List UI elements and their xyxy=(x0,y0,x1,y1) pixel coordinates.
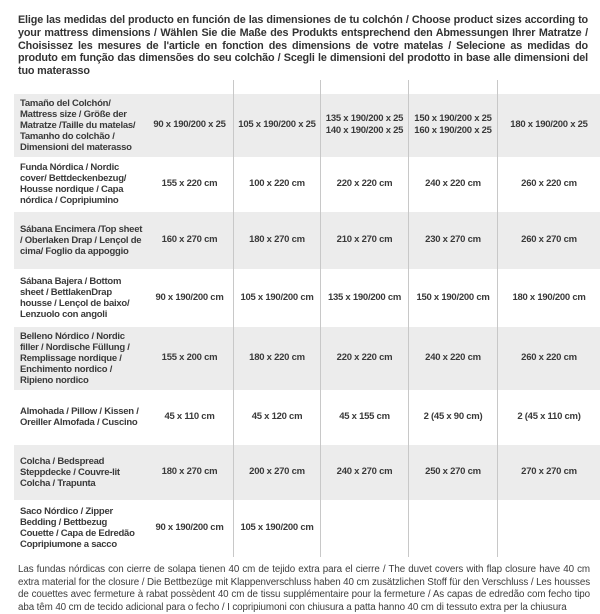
product-label-cell: Colcha / Bedspread Steppdecke / Couvre-lit Colcha / Trapunta xyxy=(20,455,120,489)
size-value-cell: 45 x 120 cm xyxy=(234,390,321,445)
header-size-cell: 105 x 190/200 x 25 xyxy=(234,94,321,157)
header-size-cell: 135 x 190/200 x 25 140 x 190/200 x 25 xyxy=(321,94,409,157)
product-row-nordic-filler xyxy=(14,327,600,390)
size-value-cell: 240 x 220 cm xyxy=(409,157,498,212)
size-value-cell: 135 x 190/200 cm xyxy=(321,269,409,327)
size-value-cell: 45 x 155 cm xyxy=(321,390,409,445)
size-value-cell: 100 x 220 cm xyxy=(234,157,321,212)
header-size-cell: 90 x 190/200 x 25 xyxy=(146,94,234,157)
size-value-cell: 180 x 190/200 cm xyxy=(512,291,586,303)
size-value-cell: 90 x 190/200 cm xyxy=(146,269,234,327)
size-value-cell xyxy=(409,500,498,557)
size-value-cell: 270 x 270 cm xyxy=(521,466,577,478)
header-size-cell: 150 x 190/200 x 25 160 x 190/200 x 25 xyxy=(409,94,498,157)
size-value-cell: 240 x 270 cm xyxy=(321,445,409,500)
size-value-cell: 220 x 220 cm xyxy=(321,157,409,212)
size-value-cell: 160 x 270 cm xyxy=(146,212,234,269)
intro-text: Elige las medidas del producto en función de las dimensiones de tu colchón / Choose product sizes according to your mattress dimensions / Wählen Sie die Maße des Produkts entsprechend den Abmessungen Ihrer Matratze / Choisissez les mesures de l'article en fonction des dimensions de votre matelas / Selecione as medidas do produto em função das dimensões do seu colchão / Scegli le dimensioni del prodotto in base alle dimensioni del tuo materasso xyxy=(18,14,588,78)
table-header-row xyxy=(14,94,600,157)
product-label-cell: Sábana Bajera / Bottom sheet / BettlakenDrap housse / Lençol de baixo/ Lenzuolo con angoli xyxy=(20,275,130,320)
size-value-cell: 200 x 270 cm xyxy=(234,445,321,500)
size-value-cell: 2 (45 x 90 cm) xyxy=(409,390,498,445)
product-row-zipper-bedding xyxy=(14,500,600,557)
size-value-cell: 105 x 190/200 cm xyxy=(234,269,321,327)
size-value-cell: 250 x 270 cm xyxy=(409,445,498,500)
size-value-cell: 240 x 220 cm xyxy=(409,327,498,390)
size-value-cell: 90 x 190/200 cm xyxy=(146,500,234,557)
size-value-cell: 155 x 220 cm xyxy=(146,157,234,212)
product-label-cell: Funda Nórdica / Nordic cover/ Bettdeckenbezug/ Housse nordique / Capa nórdica / Copripiumino xyxy=(20,162,127,207)
product-label-cell: Belleno Nórdico / Nordic filler / Nordische Füllung / Remplissage nordique / Enchimento nordico / Ripieno nordico xyxy=(20,330,130,386)
column-divider xyxy=(409,80,498,94)
size-value-cell: 210 x 270 cm xyxy=(321,212,409,269)
size-table xyxy=(14,80,600,557)
product-row-bottom-sheet xyxy=(14,269,600,327)
product-row-pillow xyxy=(14,390,600,445)
column-divider xyxy=(321,80,409,94)
product-label-cell: Sábana Encimera /Top sheet / Oberlaken Drap / Lençol de cima/ Foglio da appoggio xyxy=(20,223,143,257)
size-value-cell: 230 x 270 cm xyxy=(409,212,498,269)
size-value-cell: 260 x 220 cm xyxy=(521,352,577,364)
product-row-bedspread xyxy=(14,445,600,500)
size-value-cell: 220 x 220 cm xyxy=(321,327,409,390)
size-value-cell: 155 x 200 cm xyxy=(146,327,234,390)
size-value-cell xyxy=(498,500,600,557)
size-value-cell xyxy=(321,500,409,557)
size-value-cell: 105 x 190/200 cm xyxy=(234,500,321,557)
product-row-top-sheet xyxy=(14,212,600,269)
product-size-guide xyxy=(0,14,600,614)
column-divider xyxy=(234,80,321,94)
product-row-duvet-cover xyxy=(14,157,600,212)
size-value-cell: 260 x 270 cm xyxy=(521,234,577,246)
size-value-cell: 2 (45 x 110 cm) xyxy=(517,411,581,423)
column-divider xyxy=(146,80,234,94)
size-value-cell: 180 x 220 cm xyxy=(234,327,321,390)
header-label-cell: Tamaño del Colchón/ Mattress size / Größe der Matratze /Taille du matelas/ Tamanho do colchão / Dimensioni del materasso xyxy=(20,97,136,153)
table-top-ticks xyxy=(14,80,600,94)
size-value-cell: 45 x 110 cm xyxy=(146,390,234,445)
product-label-cell: Almohada / Pillow / Kissen / Oreiller Almofada / Cuscino xyxy=(20,406,139,429)
size-value-cell: 260 x 220 cm xyxy=(521,178,577,190)
size-value-cell: 180 x 270 cm xyxy=(234,212,321,269)
product-label-cell: Saco Nórdico / Zipper Bedding / Bettbezug Couette / Capa de Edredão Copripiumone a sacco xyxy=(20,506,135,551)
footnote-text: Las fundas nórdicas con cierre de solapa tienen 40 cm de tejido extra para el cierre / The duvet covers with flap closure have 40 cm extra material for the closure / Die Bettbezüge mit Klappenverschluss haben 40 cm zusätzlichen Stoff für den Verschluss / Les housses de couettes avec fermeture à rabat possèdent 40 cm de tissu supplémentaire pour la fermeture / As capas de edredão com fecho tipo aba têm 40 cm de tecido adicional para o fecho / I copripiumoni con chiusura a patta hanno 40 cm di tessuto extra per la chiusura xyxy=(18,563,590,613)
size-value-cell: 180 x 270 cm xyxy=(146,445,234,500)
header-size-cell: 180 x 190/200 x 25 xyxy=(510,119,588,131)
size-value-cell: 150 x 190/200 cm xyxy=(409,269,498,327)
